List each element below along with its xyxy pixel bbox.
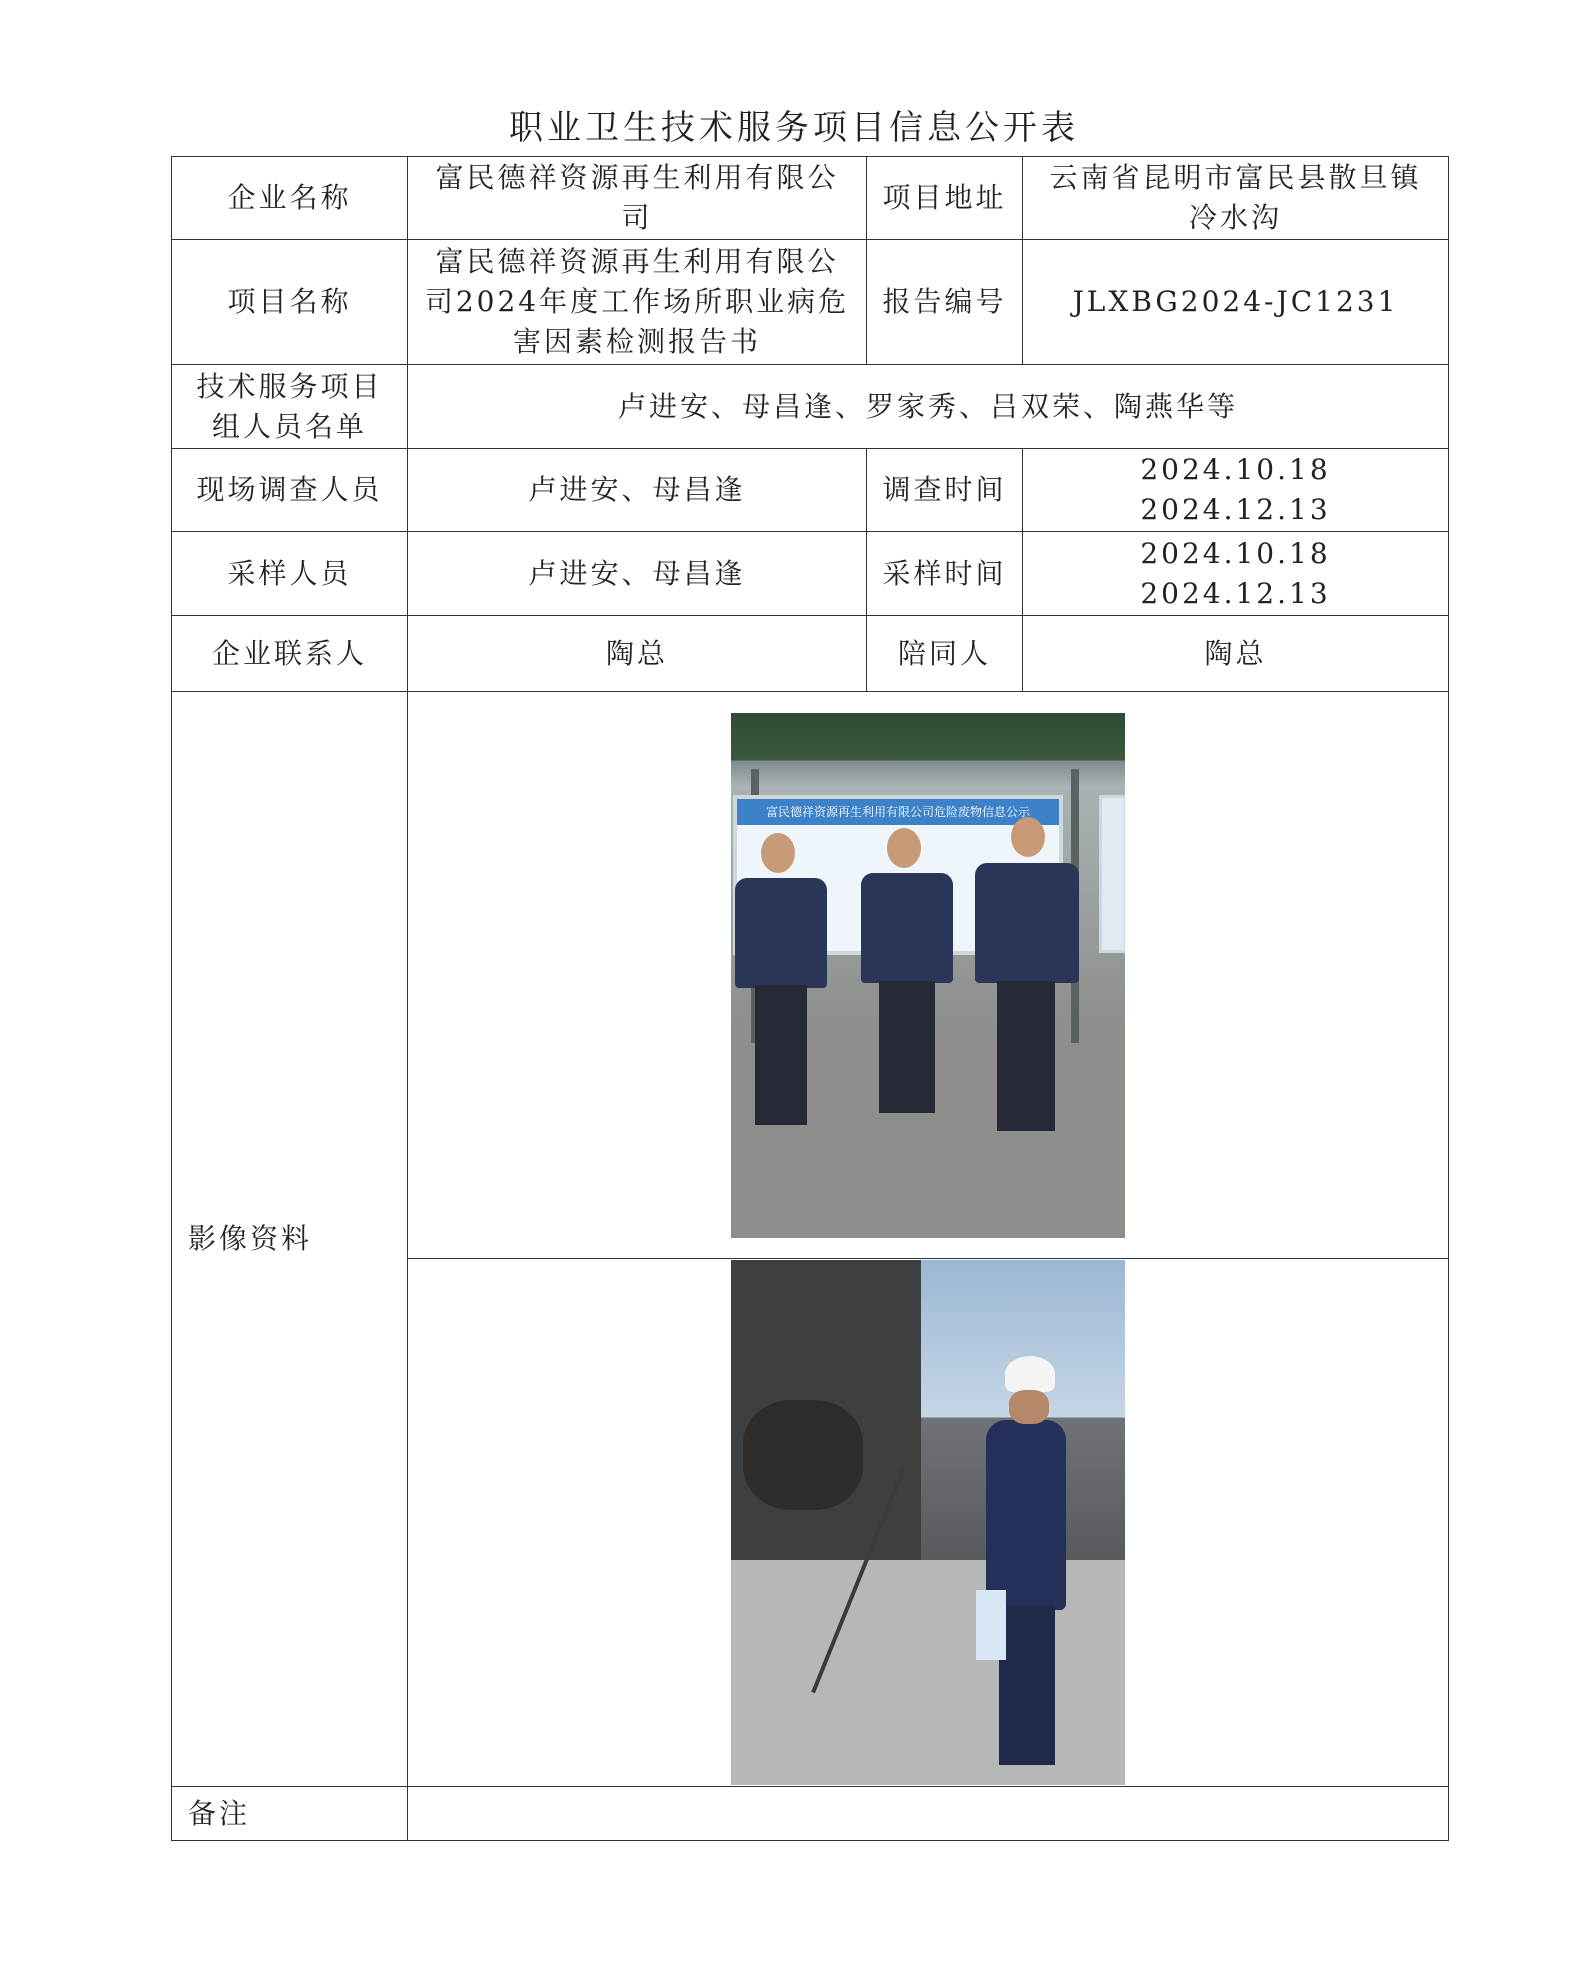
survey-time-1: 2024.10.18 — [1140, 453, 1331, 486]
photo-cell-1 — [408, 692, 1449, 1259]
survey-time-label: 调查时间 — [867, 449, 1023, 532]
report-value: JLXBG2024-JC1231 — [1023, 240, 1449, 365]
sampling-time-2: 2024.12.13 — [1140, 576, 1331, 610]
address-label: 项目地址 — [867, 157, 1023, 240]
row-remarks — [172, 1787, 1449, 1841]
row-photo-1 — [172, 692, 1449, 1259]
info-board-side — [1099, 795, 1125, 953]
escort-label: 陪同人 — [867, 616, 1023, 692]
photo-sampling — [731, 1260, 1125, 1785]
sampling-staff-label: 采样人员 — [172, 532, 408, 616]
info-board-title: 富民德祥资源再生利用有限公司危险废物信息公示 — [737, 799, 1059, 825]
sampling-time-label: 采样时间 — [867, 532, 1023, 616]
media-label: 影像资料 — [172, 692, 408, 1787]
remarks-label: 备注 — [172, 1787, 408, 1841]
survey-time-2: 2024.12.13 — [1140, 493, 1331, 526]
kiln-drum — [743, 1400, 863, 1510]
team-label: 技术服务项目组人员名单 — [172, 365, 408, 449]
contact-label: 企业联系人 — [172, 616, 408, 692]
escort-value: 陶总 — [1023, 616, 1449, 692]
sampling-staff-value: 卢进安、母昌逢 — [408, 532, 867, 616]
worker-body — [986, 1420, 1066, 1610]
photo-staff-group — [731, 713, 1125, 1238]
report-label: 报告编号 — [867, 240, 1023, 365]
clipboard-paper — [976, 1590, 1006, 1660]
remarks-value — [408, 1787, 1449, 1841]
survey-staff-label: 现场调查人员 — [172, 449, 408, 532]
page-title: 职业卫生技术服务项目信息公开表 — [509, 108, 1079, 148]
address-value: 云南省昆明市富民县散旦镇冷水沟 — [1023, 157, 1449, 240]
company-value: 富民德祥资源再生利用有限公司 — [408, 157, 867, 240]
row-sampling — [172, 532, 1449, 616]
worker-face — [1009, 1390, 1049, 1424]
sampling-time-value — [1023, 532, 1449, 616]
row-project — [172, 240, 1449, 365]
row-team — [172, 365, 1449, 449]
row-survey — [172, 449, 1449, 532]
photo-cell-2 — [408, 1259, 1449, 1787]
row-company — [172, 157, 1449, 240]
worker-legs — [999, 1605, 1055, 1765]
info-table — [171, 156, 1449, 1841]
row-contact — [172, 616, 1449, 692]
team-value: 卢进安、母昌逢、罗家秀、吕双荣、陶燕华等 — [408, 365, 1449, 449]
project-label: 项目名称 — [172, 240, 408, 365]
survey-staff-value: 卢进安、母昌逢 — [408, 449, 867, 532]
company-label: 企业名称 — [172, 157, 408, 240]
survey-time-value — [1023, 449, 1449, 532]
sampling-time-1: 2024.10.18 — [1140, 536, 1331, 570]
project-value: 富民德祥资源再生利用有限公司2024年度工作场所职业病危害因素检测报告书 — [408, 240, 867, 365]
hard-hat — [1005, 1356, 1055, 1392]
contact-value: 陶总 — [408, 616, 867, 692]
